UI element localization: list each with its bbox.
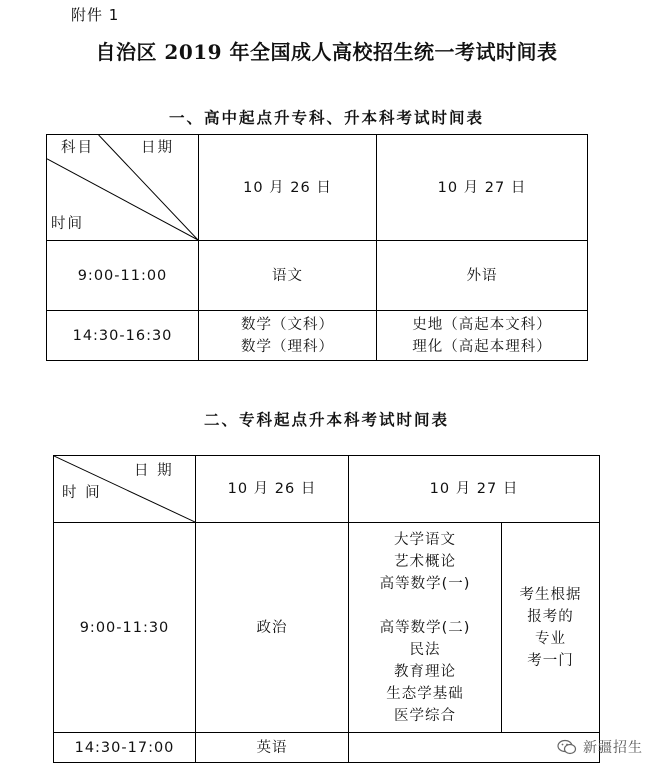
spacer — [349, 595, 501, 617]
subject-line: 艺术概论 — [394, 553, 456, 570]
subject-line: 理化（高起本理科） — [412, 338, 552, 355]
subject-line: 大学语文 — [394, 531, 456, 548]
subject-cell: 政治 — [196, 523, 349, 733]
section2-table — [53, 455, 600, 763]
subject-line: 教育理论 — [394, 663, 456, 680]
note-line: 考生根据 — [519, 586, 582, 603]
subject-cell — [199, 311, 377, 361]
time-cell: 9:00-11:00 — [47, 241, 199, 311]
subject-line: 高等数学(二) — [379, 619, 471, 636]
note-cell — [502, 523, 600, 733]
watermark-text: 新疆招生 — [583, 740, 643, 756]
watermark — [557, 737, 643, 757]
subject-cell — [377, 311, 588, 361]
section1-title: 一、高中起点升专科、升本科考试时间表 — [168, 108, 484, 127]
corner-subject-label: 科目 — [61, 140, 94, 156]
corner-time-label: 时 间 — [62, 485, 102, 501]
date-header: 10 月 26 日 — [199, 135, 377, 241]
subject-cell: 英语 — [196, 733, 349, 763]
subject-line: 数学（理科） — [241, 338, 334, 355]
date-header: 10 月 26 日 — [196, 456, 349, 523]
section2-title: 二、专科起点升本科考试时间表 — [203, 410, 449, 429]
subject-line: 数学（文科） — [241, 316, 334, 333]
corner-date-label: 日期 — [141, 140, 174, 156]
subject-list-cell — [349, 523, 502, 733]
subject-line: 高等数学(一) — [379, 575, 471, 592]
subject-line: 生态学基础 — [386, 685, 464, 702]
section1-corner-cell — [47, 135, 199, 241]
wechat-icon — [557, 739, 577, 755]
subject-cell: 语文 — [199, 241, 377, 311]
subject-line: 民法 — [409, 641, 441, 658]
section1-table — [46, 134, 588, 361]
corner-time-label: 时间 — [51, 216, 84, 232]
attachment-label: 附件 1 — [71, 6, 120, 24]
note-line: 专业 — [535, 630, 566, 647]
subject-cell: 外语 — [377, 241, 588, 311]
section2-corner-cell — [54, 456, 196, 523]
time-cell: 14:30-16:30 — [47, 311, 199, 361]
note-line: 考一门 — [527, 652, 574, 669]
subject-line: 医学综合 — [394, 707, 456, 724]
subject-line: 史地（高起本文科） — [412, 316, 552, 333]
time-cell: 9:00-11:30 — [54, 523, 196, 733]
page-title: 自治区 2019 年全国成人高校招生统一考试时间表 — [95, 40, 558, 64]
date-header: 10 月 27 日 — [377, 135, 588, 241]
time-cell: 14:30-17:00 — [54, 733, 196, 763]
note-line: 报考的 — [527, 608, 574, 625]
date-header: 10 月 27 日 — [349, 456, 600, 523]
corner-date-label: 日 期 — [134, 463, 174, 479]
